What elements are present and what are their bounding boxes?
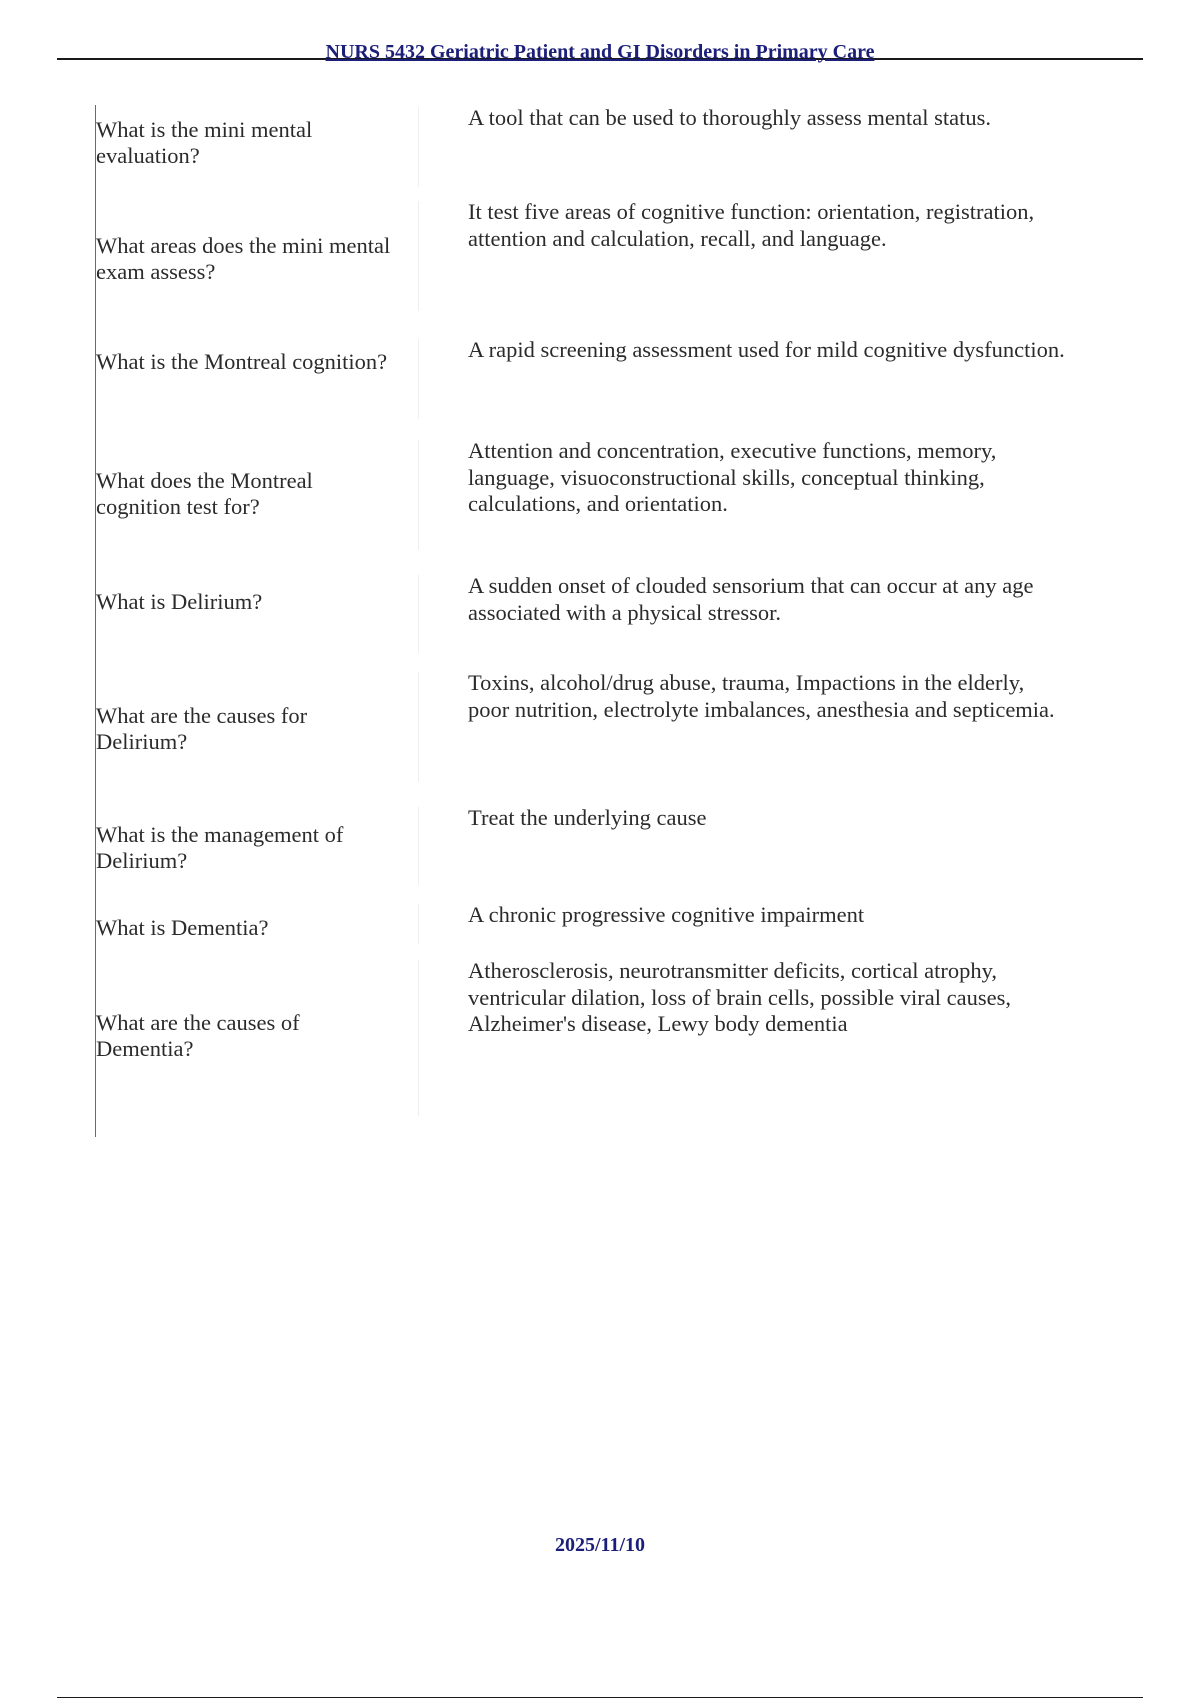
flashcard-row <box>96 805 1106 885</box>
document-title[interactable]: NURS 5432 Geriatric Patient and GI Disorders in Primary Care <box>325 41 875 63</box>
column-divider <box>418 672 419 782</box>
flashcard-question: What is the management of Delirium? <box>96 822 344 873</box>
footer-rule <box>57 1697 1143 1698</box>
flashcard-answer: Treat the underlying cause <box>468 805 707 830</box>
flashcard-answer: A tool that can be used to thoroughly assess mental status. <box>468 105 992 130</box>
flashcard-row <box>96 105 1106 189</box>
flashcard-row <box>96 902 1106 944</box>
flashcard-answer: A sudden onset of clouded sensorium that can occur at any age associated with a physical stressor. <box>468 573 1034 625</box>
flashcard-answer: A chronic progressive cognitive impairment <box>468 902 865 927</box>
column-divider <box>418 107 419 187</box>
flashcard-question: What is the mini mental evaluation? <box>96 117 313 168</box>
flashcard-answer: A rapid screening assessment used for mild cognitive dysfunction. <box>468 337 1065 362</box>
flashcard-question: What does the Montreal cognition test for? <box>96 468 313 519</box>
flashcard-row <box>96 670 1106 780</box>
column-divider <box>418 960 419 1116</box>
page-date: 2025/11/10 <box>554 1534 645 1556</box>
flashcard-row <box>96 958 1106 1118</box>
column-divider <box>418 904 419 944</box>
column-divider <box>418 575 419 653</box>
flashcard-row <box>96 337 1106 417</box>
flashcard-row <box>96 199 1106 309</box>
flashcard-question: What is the Montreal cognition? <box>96 349 388 374</box>
flashcard-row <box>96 438 1106 548</box>
flashcard-answer: Atherosclerosis, neurotransmitter deficits, cortical atrophy, ventricular dilation, loss of brain cells, possible viral causes, Alzheimer's disease, Lewy body dementia <box>468 958 1011 1036</box>
flashcard-answer: Attention and concentration, executive functions, memory, language, visuoconstructional skills, conceptual thinking, calculations, and orientation. <box>468 438 997 516</box>
flashcard-table <box>95 105 1106 1137</box>
flashcard-question: What are the causes for Delirium? <box>96 703 308 754</box>
flashcard-question: What are the causes of Dementia? <box>96 1010 300 1061</box>
flashcard-question: What is Delirium? <box>96 589 263 614</box>
flashcard-question: What areas does the mini mental exam assess? <box>96 233 391 284</box>
flashcard-answer: Toxins, alcohol/drug abuse, trauma, Impactions in the elderly, poor nutrition, electrolyte imbalances, anesthesia and septicemia. <box>468 670 1055 722</box>
column-divider <box>418 339 419 419</box>
column-divider <box>418 440 419 550</box>
flashcard-answer: It test five areas of cognitive function: orientation, registration, attention and calculation, recall, and language. <box>468 199 1035 251</box>
column-divider <box>418 807 419 885</box>
flashcard-row <box>96 573 1106 653</box>
flashcard-question: What is Dementia? <box>96 915 269 940</box>
column-divider <box>418 201 419 311</box>
page-header <box>57 34 1143 63</box>
